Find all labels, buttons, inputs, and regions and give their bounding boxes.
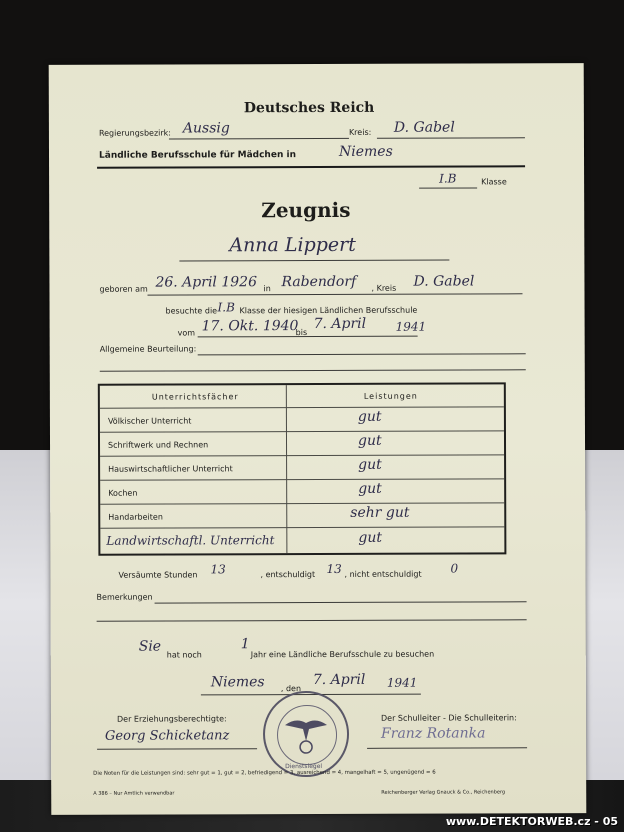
table-row [100,454,504,480]
watermark: www.DETEKTORWEB.cz - 05 [445,815,618,828]
principal-signature: Franz Rotanka [381,725,486,742]
region-label: Regierungsbezirk: [98,128,172,138]
class-line [419,187,477,188]
excused-label: , entschuldigt [260,570,316,580]
unexcused-label: , nicht entschuldigt [344,569,422,579]
excused-hours-value: 13 [326,561,342,576]
school-label: Ländliche Berufsschule für Mädchen in [98,150,296,161]
issue-year: 1941 [386,675,418,690]
class-value: I.B [439,171,457,186]
birthplace-value: Rabendorf [281,273,357,291]
unexcused-hours-value: 0 [450,561,459,576]
obligation-text-a: hat noch [166,650,202,660]
issue-date: 7. April [312,671,366,689]
from-value: 17. Okt. 1940 [201,318,299,335]
principal-line [367,747,527,749]
absence-label: Versäumte Stunden [118,570,198,580]
subject-grade: gut [358,456,382,473]
subject-column-header: Unterrichtsfächer [151,392,239,402]
official-seal [263,691,349,777]
district-line [377,137,525,139]
certificate-sheet [49,63,587,815]
subject-name: Kochen [108,488,138,498]
remarks-line-1 [155,601,527,603]
district-value: D. Gabel [393,119,455,136]
seal-label: Dienstsiegel [285,762,323,771]
table-row [100,406,504,432]
guardian-line [97,748,257,750]
obligation-prefix: Sie [138,638,162,655]
reich-title: Deutsches Reich [243,99,375,117]
principal-label: Der Schulleiter - Die Schulleiterin: [380,713,517,723]
district-label: Kreis: [348,127,372,137]
document-title: Zeugnis [261,197,351,223]
missed-hours-value: 13 [210,562,226,577]
to-value: 7. April [313,315,367,333]
born-value: 26. April 1926 [155,274,257,291]
subject-grade: gut [357,432,382,449]
header-rule [97,165,525,168]
result-column-header: Leistungen [363,391,418,401]
grade-scale: Die Noten für die Leistungen sind: sehr gut = 1, gut = 2, befriedigend = 3, ausreichend = 4, mangelhaft = 5, ungenügend = 6 [93,769,436,777]
table-row [100,430,504,456]
guardian-label: Der Erziehungsberechtigte: [116,714,227,724]
subject-name: Schriftwerk und Rechnen [108,440,209,450]
issue-place: Niemes [210,674,265,691]
assessment-label: Allgemeine Beurteilung: [99,344,197,354]
region-value: Aussig [182,120,230,137]
remarks-line-2 [97,619,527,622]
grades-header-row [100,384,504,408]
form-number: A 386 – Nur Amtlich verwendbar [93,790,175,797]
table-row [100,526,504,553]
den-label: , den [280,684,302,694]
table-row [100,478,504,504]
kreis-value: D. Gabel [413,273,475,290]
publisher: Reichenberger Verlag Gnauck & Co., Reichenberg [381,789,506,796]
obligation-years: 1 [240,636,250,653]
student-name: Anna Lippert [229,233,356,257]
assessment-line-1 [198,353,526,355]
subject-name: Völkischer Unterricht [107,416,192,426]
grades-table [98,382,507,555]
attended-rest: Klasse der hiesigen Ländlichen Berufsschule [239,305,418,316]
attended-class-value: I.B [217,300,235,315]
guardian-signature: Georg Schicketanz [105,728,230,744]
year-value: 1941 [395,319,427,334]
in-label: in [263,284,271,294]
subject-grade: gut [358,480,382,497]
table-row [100,502,504,528]
birth-line [147,293,522,295]
subject-grade: gut [357,408,382,425]
dates-line [198,336,418,338]
remarks-label: Bemerkungen [96,592,153,602]
school-value: Niemes [338,143,393,160]
assessment-line-2 [100,369,526,371]
student-name-line [179,260,449,262]
born-label: geboren am [99,284,148,294]
subject-name: Hauswirtschaftlicher Unterricht [108,464,233,474]
to-label: bis [295,328,308,338]
from-label: vom [177,328,196,338]
subject-grade: sehr gut [350,504,410,521]
attended-label: besuchte die [165,306,218,316]
region-line [169,138,349,140]
subject-grade: gut [358,529,382,546]
subject-name: Landwirtschaftl. Unterricht [106,533,275,548]
obligation-text-b: Jahr eine Ländliche Berufsschule zu besuchen [250,649,435,660]
kreis-label: , Kreis [371,283,397,293]
class-label: Klasse [481,177,507,187]
subject-name: Handarbeiten [108,512,163,522]
